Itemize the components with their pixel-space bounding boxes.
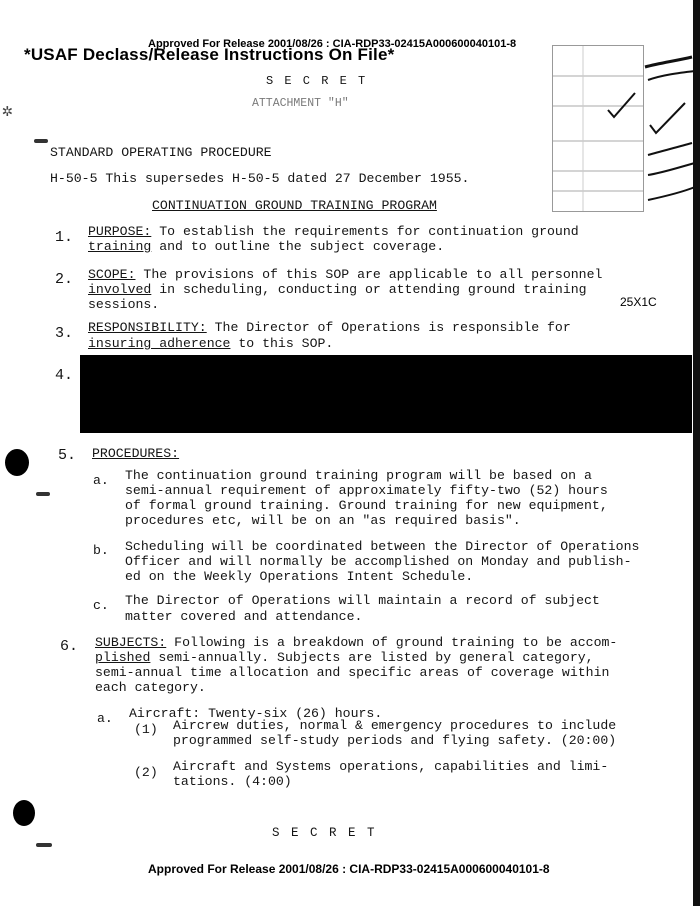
section-6a-2-label: (2) [134,765,158,780]
section-5a-label: a. [93,473,109,488]
section-5c-line-2: matter covered and attendance. [125,609,363,624]
section-5-heading: PROCEDURES: [92,446,180,461]
section-2-text-1: The provisions of this SOP are applicable to all personnel [143,267,603,282]
section-6a-1-line-1: Aircrew duties, normal & emergency procedures to include [173,718,617,733]
attachment-label: ATTACHMENT "H" [252,97,349,110]
doc-subtitle: CONTINUATION GROUND TRAINING PROGRAM [152,198,437,213]
section-6-line-4: each category. [95,680,206,695]
section-6-number: 6. [60,638,79,655]
section-2-underlined: involved [88,282,152,297]
section-3-text-1: The Director of Operations is responsible for [214,320,571,335]
section-5a-line-1: The continuation ground training program will be based on a [125,468,592,483]
doc-number-line: H-50-5 This supersedes H-50-5 dated 27 December 1955. [50,171,470,186]
margin-smudge-icon: ✲ [2,102,13,122]
section-5a-line-2: semi-annual requirement of approximately fifty-two (52) hours [125,483,608,498]
section-3-text-2: to this SOP. [230,336,334,351]
binding-mark [34,139,48,143]
approved-release-bottom: Approved For Release 2001/08/26 : CIA-RDP33-02415A000600040101-8 [148,862,550,876]
binding-mark-3 [36,843,52,847]
section-2-text-2: in scheduling, conducting or attending ground training [151,282,587,297]
section-1-underlined: training [88,239,152,254]
section-6-text-1: Following is a breakdown of ground training to be accom- [174,635,618,650]
doc-title: STANDARD OPERATING PROCEDURE [50,145,272,160]
section-3-line-2 [88,337,333,351]
section-1-line-2 [88,240,444,254]
redaction-block [80,355,692,433]
margin-code-25x1c: 25X1C [620,295,657,309]
section-5c-label: c. [93,598,109,613]
section-3-underlined: insuring adherence [88,336,231,351]
section-5b-line-3: ed on the Weekly Operations Intent Schedule. [125,569,474,584]
section-5b-label: b. [93,543,109,558]
section-3-heading: RESPONSIBILITY: [88,320,207,335]
binding-mark-2 [36,492,50,496]
section-2-line-1 [88,268,602,282]
section-6-line-2 [95,651,594,665]
declass-note: *USAF Declass/Release Instructions On File* [24,45,395,64]
footer-classification: S E C R E T [272,826,377,840]
section-6a-2-line-2: tations. (4:00) [173,774,292,789]
section-4-number: 4. [55,367,74,384]
section-1-number: 1. [55,229,74,246]
section-6a-2-line-1: Aircraft and Systems operations, capabilities and limi- [173,759,609,774]
section-3-number: 3. [55,325,74,342]
section-5c-line-1: The Director of Operations will maintain a record of subject [125,593,600,608]
section-6a-heading: Aircraft: Twenty-six (26) hours. [129,706,383,721]
section-6-underlined: plished [95,650,151,665]
section-5a-line-4: procedures etc, will be on an "as required basis". [125,513,521,528]
section-6-line-3: semi-annual time allocation and specific areas of coverage within [95,665,610,680]
section-6a-label: a. [97,711,113,726]
section-2-heading: SCOPE: [88,267,136,282]
handwritten-checkmarks-icon [600,55,700,225]
section-2-number: 2. [55,271,74,288]
section-1-heading: PURPOSE: [88,224,152,239]
section-5b-line-1: Scheduling will be coordinated between the Director of Operations [125,539,640,554]
section-2-line-3: sessions. [88,297,160,312]
section-2-line-2 [88,283,587,297]
approved-release-top: Approved For Release 2001/08/26 : CIA-RDP33-02415A000600040101-8 [148,38,517,50]
header-classification: S E C R E T [266,74,368,88]
section-1-text-2: and to outline the subject coverage. [151,239,445,254]
section-3-line-1 [88,321,571,335]
section-6-heading: SUBJECTS: [95,635,167,650]
section-6-line-1 [95,636,617,650]
section-5a-line-3: of formal ground training. Ground training for new equipment, [125,498,608,513]
section-6-text-2: semi-annually. Subjects are listed by general category, [150,650,594,665]
punch-hole-top [5,449,29,476]
section-1-line-1 [88,225,579,239]
section-6a-1-label: (1) [134,722,158,737]
section-5b-line-2: Officer and will normally be accomplished on Monday and publish- [125,554,632,569]
section-6a-1-line-2: programmed self-study periods and flying safety. (20:00) [173,733,617,748]
section-1-text-1: To establish the requirements for continuation ground [159,224,579,239]
page-edge-shadow [693,0,700,906]
punch-hole-bottom [13,800,35,826]
section-5-number: 5. [58,447,77,464]
